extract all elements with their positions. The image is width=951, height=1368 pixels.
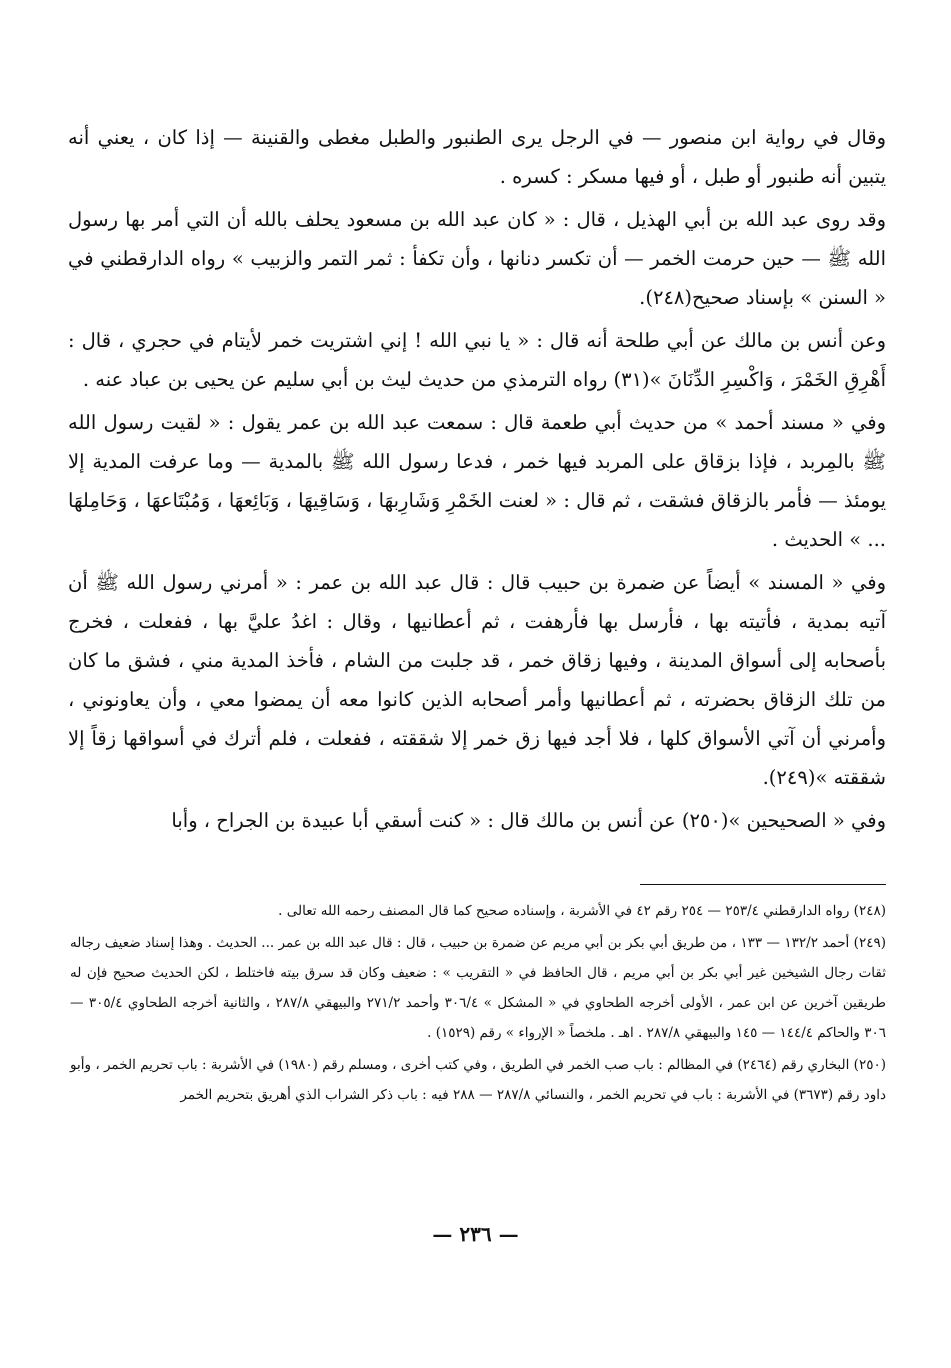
paragraph-6: وفي « الصحيحين »(٢٥٠) عن أنس بن مالك قال : « كنت أسقي أبا عبيدة بن الجراح ، وأبا bbox=[171, 809, 886, 832]
paragraph-2: وقد روى عبد الله بن أبي الهذيل ، قال : « كان عبد الله بن مسعود يحلف بالله أن التي أمر بها رسول الله ﷺ — حين حرمت الخمر — أن تكسر دنانها ، وأن تكفأ : ثمر التمر والزبيب » رواه الدارقطني في « السنن » بإسناد صحيح(٢٤٨). bbox=[68, 208, 886, 309]
paragraph-1: وقال في رواية ابن منصور — في الرجل يرى الطنبور والطبل مغطى والقنينة — إذا كان ، يعني أنه يتبين أنه طنبور أو طبل ، أو فيها مسكر : كسره . bbox=[68, 126, 886, 188]
paragraph-5: وفي « المسند » أيضاً عن ضمرة بن حبيب قال : قال عبد الله بن عمر : « أمرني رسول الله ﷺ أن آتيه بمدية ، فأتيته بها ، فأرسل بها فأرهفت ، ثم أعطانيها ، وقال : اغدُ عليَّ بها ، ففعلت ، فخرج بأصحابه إلى أسواق المدينة ، وفيها زقاق خمر ، قد جلبت من الشام ، فأخذ المدية مني ، فشق ما كان من تلك الزقاق بحضرته ، ثم أعطانيها وأمر أصحابه الذين كانوا معه أن يمضوا معي ، وأن يعاونوني ، وأمرني أن آتي الأسواق كلها ، فلا أجد فيها زق خمر إلا شققته ، ففعلت ، فلم أترك في أسواقها زقاً إلا شققته »(٢٤٩). bbox=[68, 571, 886, 789]
footnote-separator bbox=[640, 884, 886, 885]
paragraph-3: وعن أنس بن مالك عن أبي طلحة أنه قال : « يا نبي الله ! إني اشتريت خمر لأيتام في حجري ، قال : أَهْرِقِ الخَمْرَ ، وَاكْسِرِ الدِّنَانَ »(٣١) رواه الترمذي من حديث ليث بن أبي سليم عن يحيى بن عباد عنه . bbox=[68, 329, 886, 391]
main-text bbox=[68, 118, 886, 844]
footnotes bbox=[70, 896, 886, 1112]
paragraph-4: وفي « مسند أحمد » من حديث أبي طعمة قال : سمعت عبد الله بن عمر يقول : « لقيت رسول الله ﷺ بالمِربد ، فإذا بزقاق على المربد فيها خمر ، فدعا رسول الله ﷺ بالمدية — وما عرفت المدية إلا يومئذ — فأمر بالزقاق فشقت ، ثم قال : « لعنت الخَمْرِ وَشَارِبهَا ، وَسَاقِيهَا ، وَبَائِعهَا ، وَمُبْتَاعهَا ، وَحَامِلهَا ... » الحديث . bbox=[68, 411, 886, 551]
footnote-248: (٢٤٨) رواه الدارقطني ٢٥٣/٤ — ٢٥٤ رقم ٤٢ في الأشربة ، وإسناده صحيح كما قال المصنف رحمه الله تعالى . bbox=[278, 903, 886, 919]
page-number: — ٢٣٦ — bbox=[432, 1222, 519, 1246]
footnote-249: (٢٤٩) أحمد ١٣٢/٢ — ١٣٣ ، من طريق أبي بكر بن أبي مريم عن ضمرة بن حبيب ، قال : قال عبد الله بن عمر ... الحديث . وهذا إسناد ضعيف رجاله ثقات رجال الشيخين غير أبي بكر بن أبي مريم ، قال الحافظ في « التقريب » : ضعيف وكان قد سرق بيته فاختلط ، لكن الحديث صحيح فإن له طريقين آخرين عن ابن عمر ، الأولى أخرجه الطحاوي في « المشكل » ٣٠٦/٤ وأحمد ٢٧١/٢ والبيهقي ٢٨٧/٨ ، والثانية أخرجه الطحاوي ٣٠٥/٤ — ٣٠٦ والحاكم ١٤٤/٤ — ١٤٥ والبيهقي ٢٨٧/٨ . اهـ . ملخصاً « الإرواء » رقم (١٥٢٩) . bbox=[70, 935, 887, 1041]
footnote-250: (٢٥٠) البخاري رقم (٢٤٦٤) في المظالم : باب صب الخمر في الطريق ، وفي كتب أخرى ، ومسلم رقم (١٩٨٠) في الأشربة : باب تحريم الخمر ، وأبو داود رقم (٣٦٧٣) في الأشربة : باب في تحريم الخمر ، والنسائي ٢٨٧/٨ — ٢٨٨ فيه : باب ذكر الشراب الذي أهريق بتحريم الخمر bbox=[70, 1057, 886, 1103]
